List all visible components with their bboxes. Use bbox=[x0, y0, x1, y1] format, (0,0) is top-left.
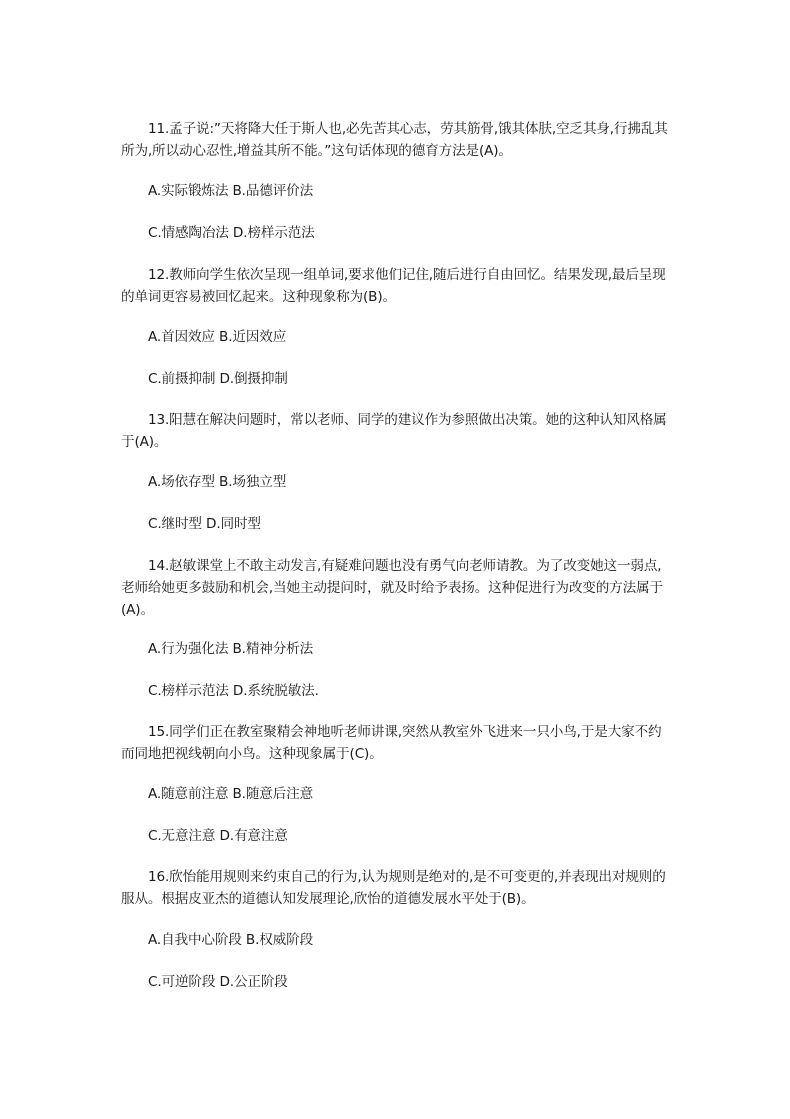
question-13-options-ab: A.场依存型 B.场独立型 bbox=[148, 474, 287, 490]
question-12-options-cd: C.前摄抑制 D.倒摄抑制 bbox=[148, 371, 288, 387]
question-16-options-ab: A.自我中心阶段 B.权威阶段 bbox=[148, 932, 314, 948]
question-15: 15.同学们正在教室聚精会神地听老师讲课,突然从教室外飞进来一只小鸟,于是大家不约而同地把视线朝向小鸟。这种现象属于(C)。 bbox=[121, 724, 662, 762]
question-11-options-cd: C.情感陶冶法 D.榜样示范法 bbox=[148, 225, 315, 241]
question-11-options-ab: A.实际锻炼法 B.品德评价法 bbox=[148, 183, 314, 199]
question-14: 14.赵敏课堂上不敢主动发言,有疑难问题也没有勇气向老师请教。为了改变她这一弱点,老师给她更多鼓励和机会,当她主动提问时，就及时给予表扬。这种促进行为改变的方法属于(A)。 bbox=[121, 558, 663, 618]
question-15-options-ab: A.随意前注意 B.随意后注意 bbox=[148, 786, 314, 802]
question-14-options-cd: C.榜样示范法 D.系统脱敏法. bbox=[148, 683, 319, 699]
question-16: 16.欣怡能用规则来约束自己的行为,认为规则是绝对的,是不可变更的,并表现出对规则的服从。根据皮亚杰的道德认知发展理论,欣怡的道德发展水平处于(B)。 bbox=[121, 869, 666, 907]
question-13: 13.阳慧在解决问题时，常以老师、同学的建议作为参照做出决策。她的这种认知风格属于(A)。 bbox=[121, 412, 667, 450]
question-12: 12.教师向学生依次呈现一组单词,要求他们记住,随后进行自由回忆。结果发现,最后呈现的单词更容易被回忆起来。这种现象称为(B)。 bbox=[121, 267, 666, 305]
question-16-options-cd: C.可逆阶段 D.公正阶段 bbox=[148, 974, 288, 990]
question-13-options-cd: C.继时型 D.同时型 bbox=[148, 516, 261, 532]
question-12-options-ab: A.首因效应 B.近因效应 bbox=[148, 329, 287, 345]
question-14-options-ab: A.行为强化法 B.精神分析法 bbox=[148, 641, 314, 657]
question-15-options-cd: C.无意注意 D.有意注意 bbox=[148, 828, 288, 844]
question-11: 11.孟子说:”天将降大任于斯人也,必先苦其心志，劳其筋骨,饿其体肤,空乏其身,行拂乱其所为,所以动心忍性,增益其所不能。”这句话体现的德育方法是(A)。 bbox=[121, 121, 668, 159]
